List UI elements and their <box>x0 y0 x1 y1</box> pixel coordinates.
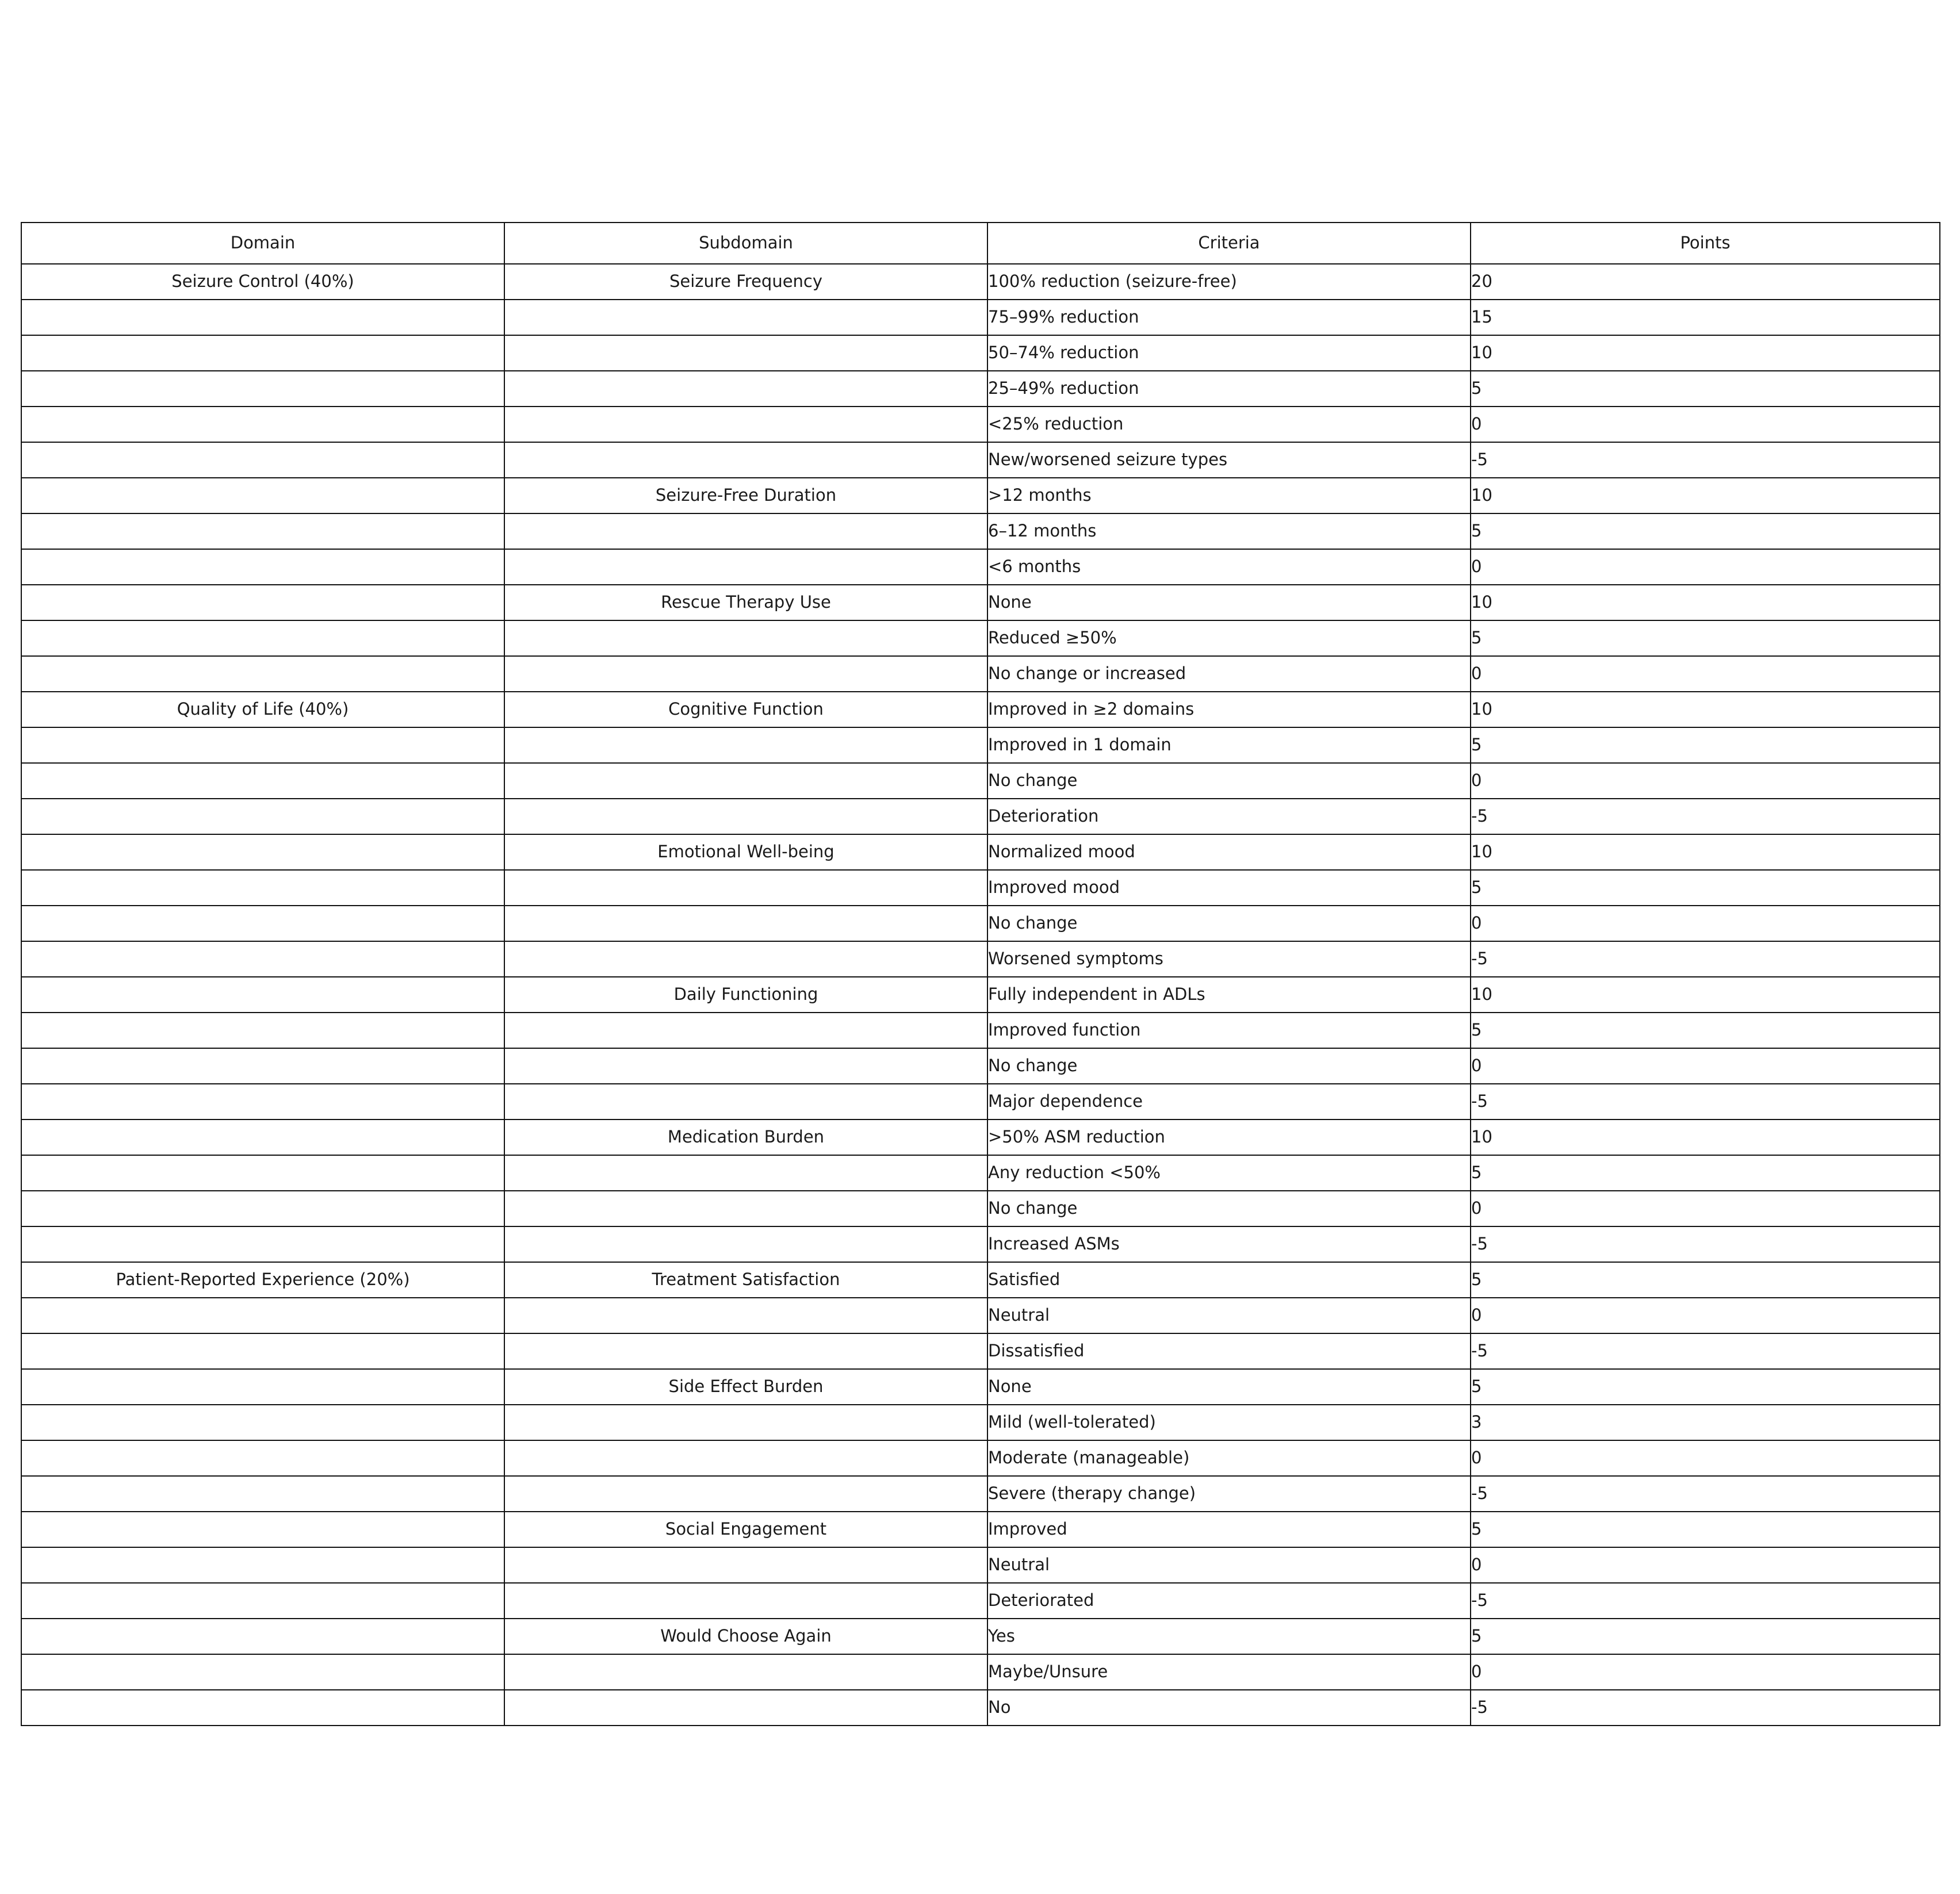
cell-domain <box>21 1084 504 1119</box>
table-row <box>21 1547 1940 1583</box>
cell-domain <box>21 870 504 906</box>
cell-subdomain <box>504 656 987 692</box>
cell-criteria: Improved function <box>987 1013 1471 1048</box>
cell-points: 0 <box>1471 1048 1940 1084</box>
cell-domain <box>21 585 504 620</box>
cell-points: 5 <box>1471 1013 1940 1048</box>
cell-criteria: None <box>987 585 1471 620</box>
cell-subdomain <box>504 335 987 371</box>
cell-domain <box>21 478 504 513</box>
cell-criteria: 25–49% reduction <box>987 371 1471 407</box>
cell-points: 5 <box>1471 870 1940 906</box>
cell-subdomain <box>504 371 987 407</box>
cell-points: 0 <box>1471 1298 1940 1333</box>
cell-points: 0 <box>1471 1440 1940 1476</box>
cell-subdomain: Seizure-Free Duration <box>504 478 987 513</box>
cell-domain <box>21 1369 504 1405</box>
cell-points: 15 <box>1471 300 1940 335</box>
cell-domain: Quality of Life (40%) <box>21 692 504 727</box>
cell-domain <box>21 1298 504 1333</box>
table-row <box>21 692 1940 727</box>
cell-points: 0 <box>1471 1547 1940 1583</box>
cell-points: 10 <box>1471 692 1940 727</box>
table-row <box>21 513 1940 549</box>
table-row <box>21 442 1940 478</box>
table-row <box>21 1048 1940 1084</box>
cell-subdomain <box>504 1013 987 1048</box>
cell-points: -5 <box>1471 1084 1940 1119</box>
table-row <box>21 834 1940 870</box>
cell-subdomain <box>504 727 987 763</box>
cell-subdomain: Cognitive Function <box>504 692 987 727</box>
cell-criteria: Maybe/Unsure <box>987 1654 1471 1690</box>
cell-criteria: No change or increased <box>987 656 1471 692</box>
table-row <box>21 1013 1940 1048</box>
table-row <box>21 407 1940 442</box>
cell-points: 0 <box>1471 763 1940 799</box>
cell-criteria: None <box>987 1369 1471 1405</box>
cell-domain <box>21 335 504 371</box>
cell-domain <box>21 442 504 478</box>
cell-criteria: Major dependence <box>987 1084 1471 1119</box>
cell-points: 5 <box>1471 371 1940 407</box>
cell-criteria: Any reduction <50% <box>987 1155 1471 1191</box>
cell-domain <box>21 906 504 941</box>
table-row <box>21 620 1940 656</box>
cell-points: 0 <box>1471 656 1940 692</box>
cell-points: -5 <box>1471 941 1940 977</box>
cell-criteria: Severe (therapy change) <box>987 1476 1471 1512</box>
cell-domain <box>21 977 504 1013</box>
cell-domain <box>21 620 504 656</box>
cell-subdomain: Medication Burden <box>504 1119 987 1155</box>
cell-subdomain <box>504 620 987 656</box>
cell-criteria: Increased ASMs <box>987 1226 1471 1262</box>
cell-criteria: Neutral <box>987 1547 1471 1583</box>
cell-domain <box>21 1547 504 1583</box>
cell-criteria: Satisfied <box>987 1262 1471 1298</box>
column-header-criteria: Criteria <box>987 223 1471 264</box>
column-header-subdomain: Subdomain <box>504 223 987 264</box>
cell-subdomain <box>504 513 987 549</box>
cell-criteria: No change <box>987 1191 1471 1226</box>
cell-domain <box>21 1226 504 1262</box>
table-row <box>21 763 1940 799</box>
table-row <box>21 1333 1940 1369</box>
cell-criteria: 100% reduction (seizure-free) <box>987 264 1471 300</box>
cell-points: 5 <box>1471 1262 1940 1298</box>
cell-subdomain <box>504 1048 987 1084</box>
table-row <box>21 371 1940 407</box>
table-row <box>21 1119 1940 1155</box>
cell-subdomain <box>504 1191 987 1226</box>
cell-subdomain <box>504 1654 987 1690</box>
cell-criteria: >50% ASM reduction <box>987 1119 1471 1155</box>
table-row <box>21 478 1940 513</box>
cell-subdomain: Treatment Satisfaction <box>504 1262 987 1298</box>
cell-domain: Patient-Reported Experience (20%) <box>21 1262 504 1298</box>
cell-criteria: New/worsened seizure types <box>987 442 1471 478</box>
cell-subdomain <box>504 1333 987 1369</box>
cell-criteria: Dissatisfied <box>987 1333 1471 1369</box>
table-row <box>21 1191 1940 1226</box>
cell-domain <box>21 1405 504 1440</box>
cell-subdomain <box>504 407 987 442</box>
cell-subdomain <box>504 1405 987 1440</box>
cell-subdomain <box>504 1298 987 1333</box>
cell-points: 0 <box>1471 906 1940 941</box>
table-row <box>21 906 1940 941</box>
cell-points: 5 <box>1471 727 1940 763</box>
cell-criteria: <6 months <box>987 549 1471 585</box>
table-row <box>21 727 1940 763</box>
cell-points: 10 <box>1471 478 1940 513</box>
cell-subdomain <box>504 799 987 834</box>
cell-domain <box>21 656 504 692</box>
cell-subdomain: Would Choose Again <box>504 1619 987 1654</box>
cell-domain <box>21 1440 504 1476</box>
table-row <box>21 1690 1940 1726</box>
cell-subdomain <box>504 870 987 906</box>
table-row <box>21 1405 1940 1440</box>
table-row <box>21 1262 1940 1298</box>
cell-domain <box>21 513 504 549</box>
table-row <box>21 1512 1940 1547</box>
cell-points: 20 <box>1471 264 1940 300</box>
cell-subdomain <box>504 1476 987 1512</box>
cell-points: 0 <box>1471 549 1940 585</box>
cell-subdomain <box>504 1440 987 1476</box>
table-row <box>21 335 1940 371</box>
cell-criteria: Reduced ≥50% <box>987 620 1471 656</box>
table-row <box>21 977 1940 1013</box>
cell-criteria: >12 months <box>987 478 1471 513</box>
table-row <box>21 1440 1940 1476</box>
cell-domain <box>21 1654 504 1690</box>
cell-criteria: No change <box>987 763 1471 799</box>
cell-criteria: 50–74% reduction <box>987 335 1471 371</box>
cell-domain <box>21 1333 504 1369</box>
cell-points: -5 <box>1471 1690 1940 1726</box>
table-header-row <box>21 223 1940 264</box>
cell-domain <box>21 1119 504 1155</box>
cell-domain <box>21 1690 504 1726</box>
cell-criteria: 6–12 months <box>987 513 1471 549</box>
cell-points: 5 <box>1471 513 1940 549</box>
cell-subdomain <box>504 763 987 799</box>
cell-points: 0 <box>1471 407 1940 442</box>
cell-criteria: Improved in ≥2 domains <box>987 692 1471 727</box>
cell-subdomain <box>504 906 987 941</box>
column-header-domain: Domain <box>21 223 504 264</box>
cell-points: -5 <box>1471 1226 1940 1262</box>
table-row <box>21 1583 1940 1619</box>
cell-criteria: Improved in 1 domain <box>987 727 1471 763</box>
cell-domain <box>21 1619 504 1654</box>
cell-points: 10 <box>1471 1119 1940 1155</box>
cell-subdomain <box>504 549 987 585</box>
cell-criteria: Improved <box>987 1512 1471 1547</box>
table-row <box>21 1476 1940 1512</box>
cell-domain <box>21 1191 504 1226</box>
cell-criteria: No <box>987 1690 1471 1726</box>
cell-subdomain: Side Effect Burden <box>504 1369 987 1405</box>
cell-subdomain: Rescue Therapy Use <box>504 585 987 620</box>
cell-points: 5 <box>1471 1155 1940 1191</box>
cell-subdomain <box>504 442 987 478</box>
cell-domain <box>21 1512 504 1547</box>
cell-points: 10 <box>1471 977 1940 1013</box>
cell-subdomain <box>504 941 987 977</box>
cell-domain: Seizure Control (40%) <box>21 264 504 300</box>
cell-domain <box>21 549 504 585</box>
cell-subdomain <box>504 1583 987 1619</box>
cell-domain <box>21 834 504 870</box>
cell-domain <box>21 1155 504 1191</box>
cell-criteria: Yes <box>987 1619 1471 1654</box>
cell-subdomain: Emotional Well-being <box>504 834 987 870</box>
table-row <box>21 1654 1940 1690</box>
table-row <box>21 300 1940 335</box>
cell-criteria: No change <box>987 1048 1471 1084</box>
table-header <box>21 223 1940 264</box>
cell-domain <box>21 1583 504 1619</box>
cell-subdomain <box>504 1155 987 1191</box>
cell-points: -5 <box>1471 1476 1940 1512</box>
table-row <box>21 264 1940 300</box>
cell-domain <box>21 300 504 335</box>
scoring-table-container <box>21 222 1939 1726</box>
cell-domain <box>21 941 504 977</box>
cell-points: 0 <box>1471 1654 1940 1690</box>
cell-points: 5 <box>1471 1512 1940 1547</box>
cell-domain <box>21 1013 504 1048</box>
cell-domain <box>21 407 504 442</box>
cell-points: 5 <box>1471 1619 1940 1654</box>
cell-points: 3 <box>1471 1405 1940 1440</box>
cell-domain <box>21 371 504 407</box>
scoring-table <box>21 222 1940 1726</box>
cell-domain <box>21 1476 504 1512</box>
cell-points: -5 <box>1471 799 1940 834</box>
cell-subdomain: Social Engagement <box>504 1512 987 1547</box>
cell-subdomain: Daily Functioning <box>504 977 987 1013</box>
table-row <box>21 1619 1940 1654</box>
cell-subdomain <box>504 1226 987 1262</box>
cell-subdomain <box>504 1547 987 1583</box>
cell-points: -5 <box>1471 1333 1940 1369</box>
cell-criteria: Improved mood <box>987 870 1471 906</box>
table-body <box>21 264 1940 1726</box>
table-row <box>21 1369 1940 1405</box>
table-row <box>21 799 1940 834</box>
table-row <box>21 1298 1940 1333</box>
cell-subdomain <box>504 1690 987 1726</box>
cell-domain <box>21 727 504 763</box>
cell-criteria: Normalized mood <box>987 834 1471 870</box>
cell-points: -5 <box>1471 1583 1940 1619</box>
cell-points: 5 <box>1471 620 1940 656</box>
cell-criteria: Moderate (manageable) <box>987 1440 1471 1476</box>
table-row <box>21 870 1940 906</box>
table-row <box>21 585 1940 620</box>
column-header-points: Points <box>1471 223 1940 264</box>
table-row <box>21 1155 1940 1191</box>
cell-domain <box>21 1048 504 1084</box>
table-row <box>21 656 1940 692</box>
cell-points: 10 <box>1471 585 1940 620</box>
table-row <box>21 941 1940 977</box>
table-row <box>21 549 1940 585</box>
cell-subdomain: Seizure Frequency <box>504 264 987 300</box>
cell-points: 0 <box>1471 1191 1940 1226</box>
cell-domain <box>21 763 504 799</box>
cell-criteria: Deteriorated <box>987 1583 1471 1619</box>
cell-subdomain <box>504 1084 987 1119</box>
cell-criteria: Mild (well-tolerated) <box>987 1405 1471 1440</box>
table-row <box>21 1084 1940 1119</box>
cell-criteria: Fully independent in ADLs <box>987 977 1471 1013</box>
table-row <box>21 1226 1940 1262</box>
cell-subdomain <box>504 300 987 335</box>
cell-points: -5 <box>1471 442 1940 478</box>
cell-criteria: Deterioration <box>987 799 1471 834</box>
cell-criteria: Worsened symptoms <box>987 941 1471 977</box>
cell-points: 5 <box>1471 1369 1940 1405</box>
cell-criteria: <25% reduction <box>987 407 1471 442</box>
cell-criteria: Neutral <box>987 1298 1471 1333</box>
cell-criteria: 75–99% reduction <box>987 300 1471 335</box>
cell-points: 10 <box>1471 834 1940 870</box>
cell-domain <box>21 799 504 834</box>
cell-criteria: No change <box>987 906 1471 941</box>
cell-points: 10 <box>1471 335 1940 371</box>
